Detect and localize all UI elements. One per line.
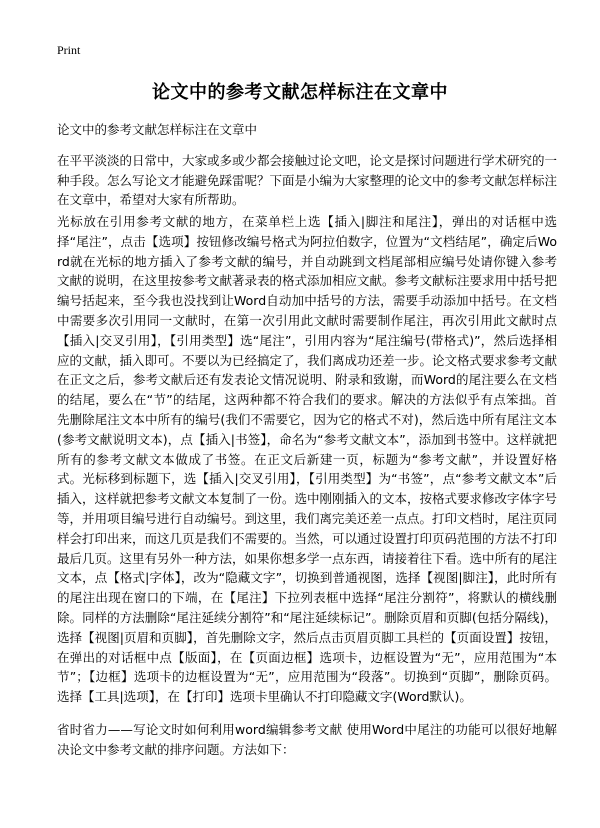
method-paragraph: 光标放在引用参考文献的地方，在菜单栏上选【插入|脚注和尾注】，弹出的对话框中选择“尾注”，点击【选项】按钮修改编号格式为阿拉伯数字，位置为“文档结尾”，确定后Word就在光标的地方插入了参考文献的编号，并自动跳到文档尾部相应编号处请你键入参考文献的说明，在这里按参考文献著录表的格式添加相应文献。参考文献标注要求用中括号把编号括起来，至今我也没找到让Word自动加中括号的方法，需要手动添加中括号。在文档中需要多次引用同一文献时，在第一次引用此文献时需要制作尾注，再次引用此文献时点【插入|交叉引用】，【引用类型】选“尾注”，引用内容为“尾注编号(带格式)”，然后选择相应的文献，插入即可。不要以为已经搞定了，我们离成功还差一步。论文格式要求参考文献在正文之后，参考文献后还有发表论文情况说明、附录和致谢，而Word的尾注要么在文档的结尾，要么在“节”的结尾，这两种都不符合我们的要求。解决的方法似乎有点笨拙。首先删除尾注文本中所有的编号(我们不需要它，因为它的格式不对)，然后选中所有尾注文本(参考文献说明文本)，点【插入|书签】，命名为“参考文献文本”，添加到书签中。这样就把所有的参考文献文本做成了书签。在正文后新建一页，标题为“参考文献”，并设置好格式。光标移到标题下，选【插入|交叉引用】，【引用类型】为“书签”，点“参考文献文本”后插入，这样就把参考文献文本复制了一份。选中刚刚插入的文本，按格式要求修改字体字号等，并用项目编号进行自动编号。到这里，我们离完美还差一点点。打印文档时，尾注页同样会打印出来，而这几页是我们不需要的。当然，可以通过设置打印页码范围的方法不打印最后几页。这里有另外一种方法，如果你想多学一点东西，请接着往下看。选中所有的尾注文本，点【格式|字体】，改为“隐藏文字”，切换到普通视图，选择【视图|脚注】，此时所有的尾注出现在窗口的下端，在【尾注】下拉列表框中选择“尾注分割符”，将默认的横线删除。同样的方法删除“尾注延续分割符”和“尾注延续标记”。删除页眉和页脚(包括分隔线)，选择【视图|页眉和页脚】，首先删除文字，然后点击页眉页脚工具栏的【页面设置】按钮，在弹出的对话框中点【版面】，在【页面边框】选项卡，边框设置为“无”，应用范围为“本节”；【边框】选项卡的边框设置为“无”，应用范围为“段落”。切换到“页脚”，删除页码。选择【工具|选项】，在【打印】选项卡里确认不打印隐藏文字(Word默认)。: [57, 214, 558, 705]
page-title: 论文中的参考文献怎样标注在文章中: [152, 82, 448, 103]
print-link[interactable]: Print: [57, 43, 81, 57]
summary-paragraph: 省时省力——写论文时如何利用word编辑参考文献 使用Word中尾注的功能可以很好地解决论文中参考文献的排序问题。方法如下：: [57, 722, 557, 757]
article-subtitle: 论文中的参考文献怎样标注在文章中: [57, 122, 258, 137]
intro-paragraph: 在平平淡淡的日常中，大家或多或少都会接触过论文吧，论文是探讨问题进行学术研究的一种手段。怎么写论文才能避免踩雷呢？下面是小编为大家整理的论文中的参考文献怎样标注在文章中，希望对大家有所帮助。: [57, 153, 558, 207]
